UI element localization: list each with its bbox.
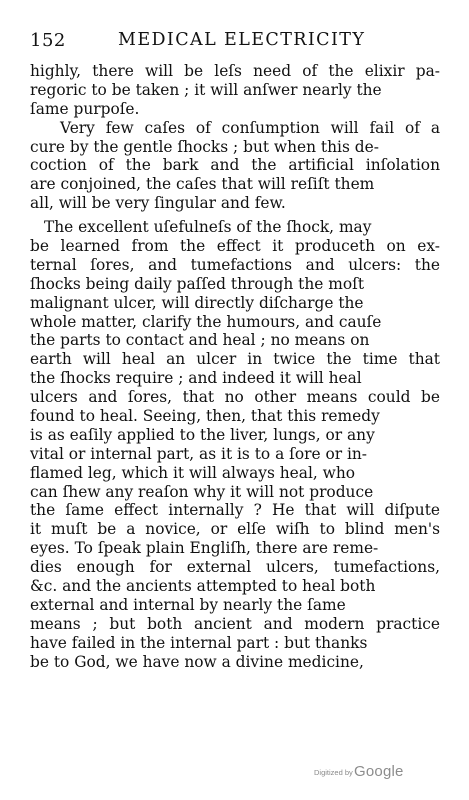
text-line: dies enough for external ulcers, tumefactions, (30, 558, 440, 577)
text-line: the ſhocks require ; and indeed it will heal (30, 369, 362, 388)
text-line: earth will heal an ulcer in twice the time that (30, 350, 440, 369)
text-line: it muſt be a novice, or elſe wiſh to blind men's (30, 520, 440, 539)
text-line: found to heal. Seeing, then, that this remedy (30, 407, 380, 426)
body-text (30, 62, 440, 672)
text-line: flamed leg, which it will always heal, who (30, 463, 356, 482)
page-header (30, 30, 440, 54)
digitized-by-label: Digitized by (314, 768, 353, 777)
text-line: vital or internal part, as it is to a ſore or in- (30, 444, 368, 463)
text-line: ſhocks being daily paſſed through the moſt (30, 274, 365, 293)
text-line: ſame purpoſe. (30, 99, 140, 118)
text-line: &c. and the ancients attempted to heal both (30, 577, 376, 596)
text-line: all, will be very ſingular and few. (30, 194, 286, 213)
text-line: be learned from the effect it produceth on ex- (30, 237, 440, 256)
text-line: The excellent uſefulneſs of the ſhock, may (44, 218, 372, 237)
text-line: highly, there will be leſs need of the elixir pa- (30, 62, 440, 80)
text-line: can ſhew any reaſon why it will not produce (30, 482, 374, 501)
text-line: ulcers and ſores, that no other means could be (30, 388, 440, 407)
text-line: regoric to be taken ; it will anſwer nearly the (30, 80, 382, 99)
text-line: have failed in the internal part : but thanks (30, 633, 368, 652)
text-line: be to God, we have now a divine medicine, (30, 652, 364, 671)
text-line: cure by the gentle ſhocks ; but when this de- (30, 137, 379, 156)
text-line: coction of the bark and the artificial inſolation (30, 156, 440, 175)
text-line: external and internal by nearly the ſame (30, 595, 346, 614)
text-line: are conjoined, the caſes that will reſiſt them (30, 175, 375, 194)
text-line: the ſame effect internally ? He that will diſpute (30, 501, 440, 520)
google-logo: Google (354, 763, 404, 780)
page-number: 152 (30, 30, 66, 51)
text-line: malignant ulcer, will directly diſcharge the (30, 293, 364, 312)
running-head: MEDICAL ELECTRICITY (118, 30, 366, 50)
text-line: ternal ſores, and tumefactions and ulcers: the (30, 255, 440, 274)
text-line: is as eaſily applied to the liver, lungs, or any (30, 425, 375, 444)
text-line: Very few caſes of conſumption will fail of a (60, 118, 440, 137)
text-line: whole matter, clarify the humours, and cauſe (30, 312, 382, 331)
digitization-watermark (314, 763, 454, 783)
text-line: the parts to contact and heal ; no means on (30, 331, 370, 350)
text-line: eyes. To ſpeak plain Engliſh, there are reme- (30, 539, 379, 558)
text-line: means ; but both ancient and modern practice (30, 614, 440, 633)
